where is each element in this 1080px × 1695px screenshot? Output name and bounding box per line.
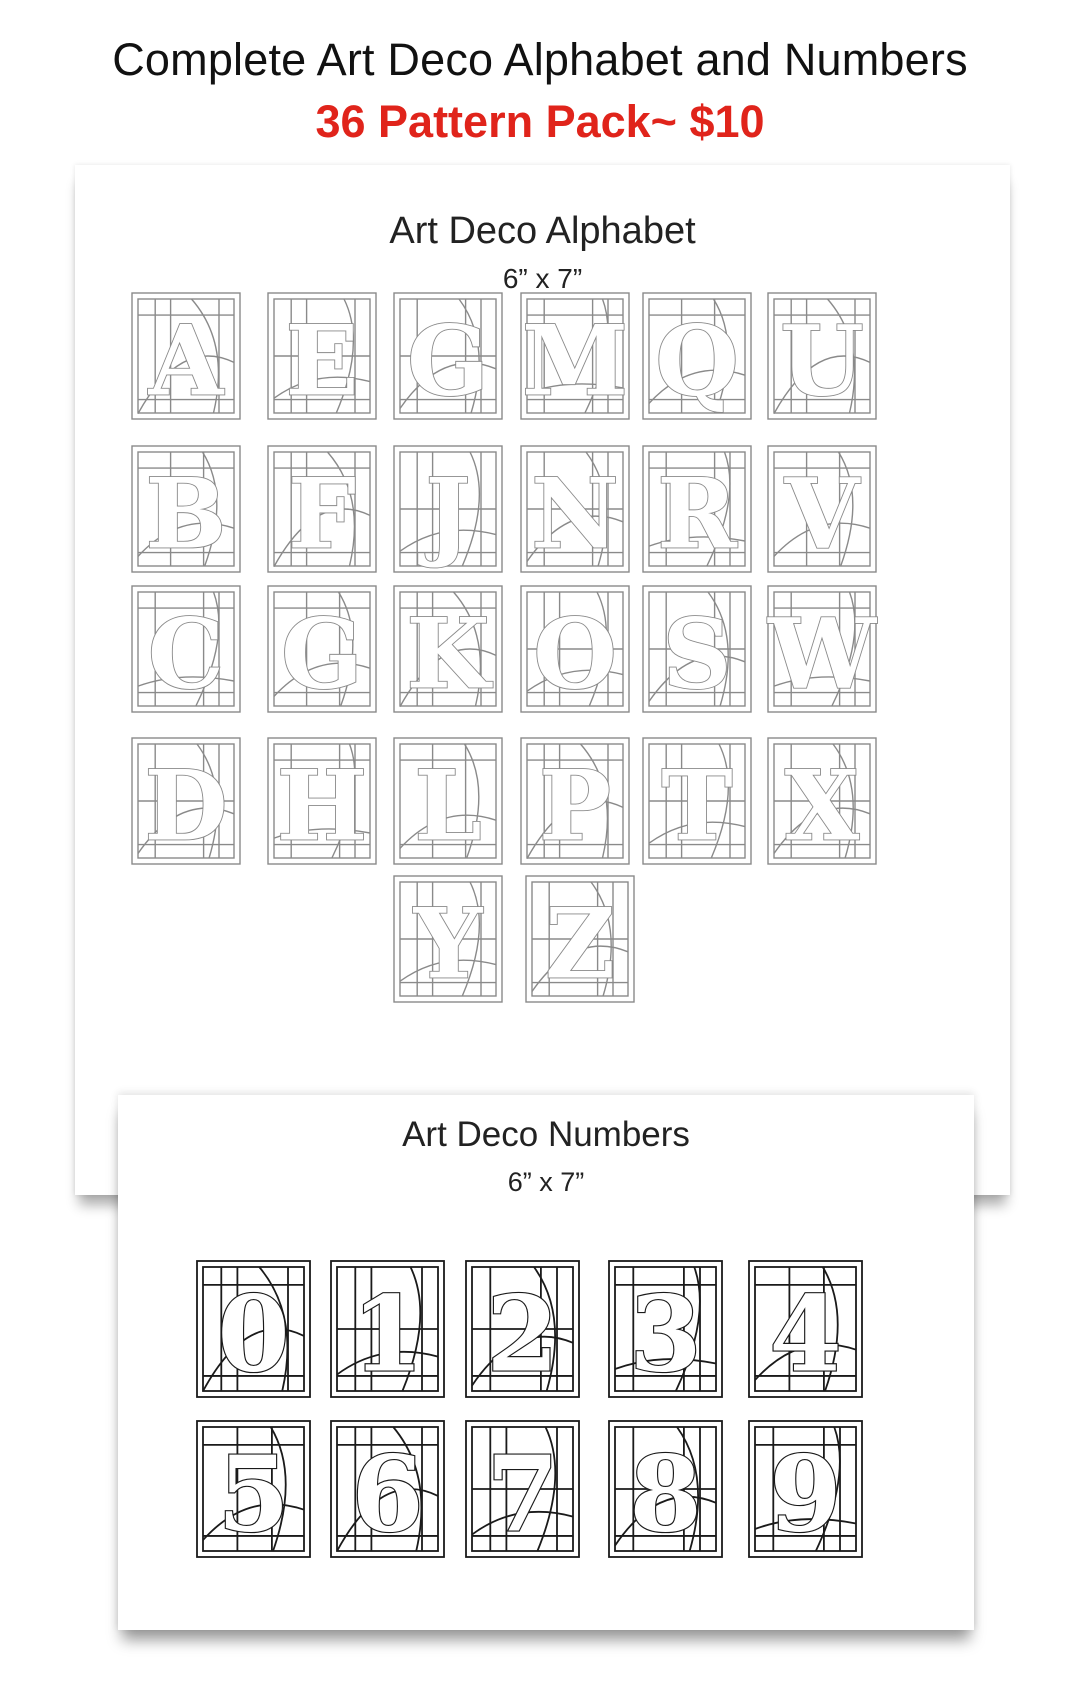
pattern-tile xyxy=(642,292,752,420)
pattern-glyph: Q xyxy=(655,304,739,418)
pattern-glyph: A xyxy=(148,304,224,418)
pattern-glyph: E xyxy=(285,304,359,418)
pattern-lines xyxy=(642,585,752,713)
pattern-lines xyxy=(393,875,503,1003)
pattern-lines xyxy=(642,445,752,573)
pattern-lines xyxy=(393,737,503,865)
pattern-tile xyxy=(393,585,503,713)
pattern-lines xyxy=(767,737,877,865)
pattern-glyph: L xyxy=(414,749,482,863)
pattern-tile xyxy=(520,292,630,420)
pattern-lines xyxy=(131,445,241,573)
pattern-lines xyxy=(267,737,377,865)
pattern-glyph: 4 xyxy=(769,1272,842,1396)
pattern-tile xyxy=(525,875,635,1003)
pattern-lines xyxy=(131,585,241,713)
pattern-glyph: Y xyxy=(413,887,483,1001)
pattern-tile xyxy=(267,445,377,573)
pattern-glyph: X xyxy=(784,749,860,863)
pattern-tile xyxy=(520,445,630,573)
pattern-lines xyxy=(767,292,877,420)
pattern-lines xyxy=(393,445,503,573)
pattern-tile xyxy=(608,1260,723,1398)
pattern-lines xyxy=(767,585,877,713)
numbers-pattern-sheet xyxy=(118,1095,974,1630)
pattern-tile xyxy=(748,1420,863,1558)
pattern-lines xyxy=(465,1420,580,1558)
pattern-tile xyxy=(520,585,630,713)
pattern-glyph: W xyxy=(768,597,876,711)
pattern-tile xyxy=(196,1260,311,1398)
pattern-tile xyxy=(642,737,752,865)
pattern-glyph: K xyxy=(406,597,490,711)
pattern-lines xyxy=(196,1260,311,1398)
pattern-glyph: 8 xyxy=(629,1432,702,1556)
pattern-tile xyxy=(642,445,752,573)
pattern-lines xyxy=(131,737,241,865)
pattern-lines xyxy=(525,875,635,1003)
pattern-glyph: S xyxy=(662,597,732,711)
pattern-glyph: T xyxy=(661,749,733,863)
pattern-lines xyxy=(267,292,377,420)
pattern-tile xyxy=(131,292,241,420)
pattern-glyph: C xyxy=(147,597,225,711)
pattern-lines xyxy=(520,585,630,713)
pattern-glyph: V xyxy=(784,457,860,571)
pattern-tile xyxy=(608,1420,723,1558)
pattern-lines xyxy=(330,1420,445,1558)
numbers-sheet-title: Art Deco Numbers xyxy=(402,1115,690,1154)
pattern-glyph: J xyxy=(425,457,471,571)
pattern-glyph: Z xyxy=(544,887,616,1001)
pattern-glyph: 1 xyxy=(351,1272,424,1396)
pattern-lines xyxy=(267,585,377,713)
pattern-lines xyxy=(642,737,752,865)
pattern-tile xyxy=(267,292,377,420)
pattern-lines xyxy=(608,1260,723,1398)
pattern-tile xyxy=(767,292,877,420)
pattern-glyph: F xyxy=(287,457,357,571)
pattern-lines xyxy=(767,445,877,573)
pattern-glyph: B xyxy=(145,457,227,571)
pattern-glyph: 7 xyxy=(486,1432,559,1556)
headline: Complete Art Deco Alphabet and Numbers xyxy=(112,34,968,85)
pattern-lines xyxy=(393,585,503,713)
pattern-lines xyxy=(608,1420,723,1558)
pattern-glyph: 0 xyxy=(217,1272,290,1396)
pattern-lines xyxy=(520,445,630,573)
pattern-glyph: U xyxy=(780,304,864,418)
pattern-tile xyxy=(393,737,503,865)
pattern-glyph: O xyxy=(533,597,617,711)
alphabet-sheet-size: 6” x 7” xyxy=(502,263,583,294)
pattern-glyph: P xyxy=(538,749,612,863)
pattern-lines xyxy=(330,1260,445,1398)
pattern-glyph: N xyxy=(531,457,619,571)
pattern-tile xyxy=(393,445,503,573)
pattern-tile xyxy=(393,875,503,1003)
pattern-lines xyxy=(131,292,241,420)
pattern-lines xyxy=(465,1260,580,1398)
pattern-tile xyxy=(393,292,503,420)
pattern-lines xyxy=(520,737,630,865)
pattern-tile xyxy=(196,1420,311,1558)
pattern-glyph: 2 xyxy=(486,1272,559,1396)
pattern-glyph: G xyxy=(281,597,363,711)
pattern-glyph: M xyxy=(521,304,629,418)
pattern-lines xyxy=(642,292,752,420)
pattern-tile xyxy=(330,1260,445,1398)
pattern-lines xyxy=(520,292,630,420)
alphabet-sheet-title: Art Deco Alphabet xyxy=(389,210,696,252)
alphabet-pattern-sheet xyxy=(75,165,1010,1195)
pattern-glyph: D xyxy=(144,749,228,863)
pattern-glyph: R xyxy=(657,457,737,571)
pattern-tile xyxy=(465,1420,580,1558)
pattern-glyph: H xyxy=(276,749,368,863)
pattern-glyph: 3 xyxy=(629,1272,702,1396)
pattern-lines xyxy=(748,1420,863,1558)
pattern-tile xyxy=(131,445,241,573)
pattern-glyph: 9 xyxy=(769,1432,842,1556)
pattern-tile xyxy=(520,737,630,865)
pattern-tile xyxy=(642,585,752,713)
pattern-tile xyxy=(267,585,377,713)
pattern-tile xyxy=(767,585,877,713)
pattern-lines xyxy=(393,292,503,420)
pattern-glyph: 6 xyxy=(351,1432,424,1556)
pattern-tile xyxy=(465,1260,580,1398)
pattern-glyph: 5 xyxy=(217,1432,290,1556)
pattern-tile xyxy=(131,737,241,865)
pattern-lines xyxy=(267,445,377,573)
pattern-glyph: G xyxy=(407,304,489,418)
pattern-tile xyxy=(267,737,377,865)
pattern-tile xyxy=(330,1420,445,1558)
pattern-tile xyxy=(748,1260,863,1398)
pattern-tile xyxy=(131,585,241,713)
pattern-tile xyxy=(767,445,877,573)
pattern-tile xyxy=(767,737,877,865)
pattern-lines xyxy=(196,1420,311,1558)
numbers-sheet-size: 6” x 7” xyxy=(507,1167,585,1197)
pattern-lines xyxy=(748,1260,863,1398)
price-offer: 36 Pattern Pack~ $10 xyxy=(315,96,765,147)
